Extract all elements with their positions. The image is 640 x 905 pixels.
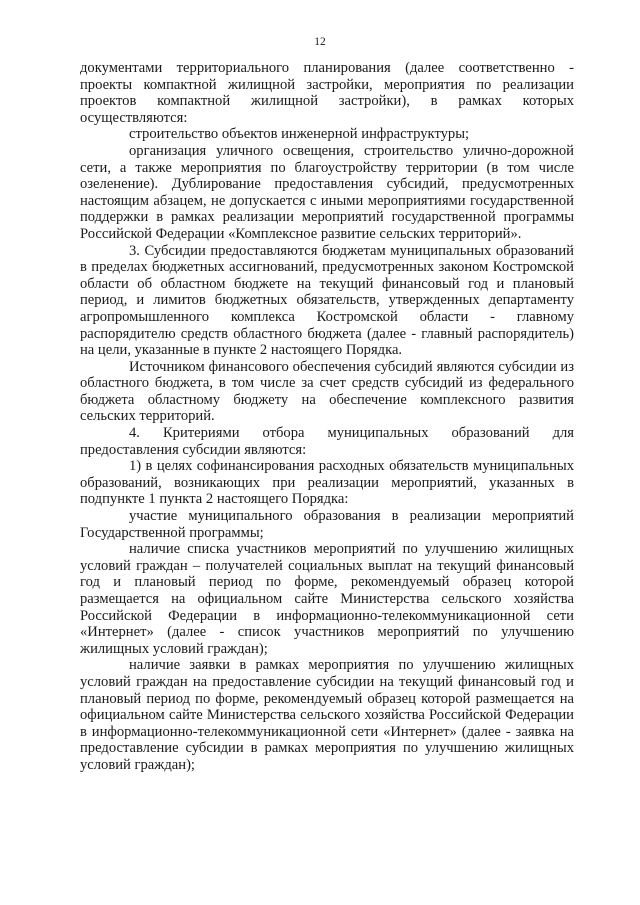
paragraph-participants-list: наличие списка участников мероприятий по улучшению жилищных условий граждан – получателей социальных выплат на текущий финансовый год и плановый период по форме, рекомендуемый образец которой размещается на официальном сайте Министерства сельского хозяйства Российской Федерации в информационно-телекоммуникационной сети «Интернет» (далее - список участников мероприятий по улучшению жилищных условий граждан); [80,541,574,657]
paragraph-participation: участие муниципального образования в реализации мероприятий Государственной программы; [80,508,574,541]
paragraph-clause-4: 4. Критериями отбора муниципальных образований для предоставления субсидии являются: [80,425,574,458]
page-number: 12 [314,36,326,48]
paragraph-engineering-infrastructure: строительство объектов инженерной инфраструктуры; [129,126,470,143]
paragraph-clause-3: 3. Субсидии предоставляются бюджетам муниципальных образований в пределах бюджетных ассигнований, предусмотренных законом Костромской области об областном бюджете на текущий финансовый год и плановый период, и лимитов бюджетных обязательств, утвержденных департаменту агропромышленного комплекса Костромской области - главному распорядителю средств областного бюджета (далее - главный распорядитель) на цели, указанные в пункте 2 настоящего Порядка. [80,242,574,359]
paragraph-subclause-1: 1) в целях софинансирования расходных обязательств муниципальных образований, возникающих при реализации мероприятий, указанных в подпункте 1 пункта 2 настоящего Порядка: [80,458,574,508]
document-body [80,60,574,774]
paragraph-funding-source: Источником финансового обеспечения субсидий являются субсидии из областного бюджета, в том числе за счет средств субсидий из федерального бюджета областному бюджету на обеспечение комплексного развития сельских территорий. [80,358,574,425]
paragraph-continuation: документами территориального планирования (далее соответственно - проекты компактной жилищной застройки, мероприятия по реализации проектов компактной жилищной застройки), в рамках которых осуществляются: [80,60,574,126]
paragraph-application: наличие заявки в рамках мероприятия по улучшению жилищных условий граждан на предоставление субсидии на текущий финансовый год и плановый период по форме, рекомендуемый образец которой размещается на официальном сайте Министерства сельского хозяйства Российской Федерации в информационно-телекоммуникационной сети «Интернет» (далее - заявка на предоставление субсидии в рамках мероприятия по улучшению жилищных условий граждан); [80,657,574,773]
paragraph-street-lighting: организация уличного освещения, строительство улично-дорожной сети, а также мероприятия по благоустройству территории (в том числе озеленение). Дублирование предоставления субсидий, предусмотренных настоящим абзацем, не допускается с иными мероприятиями государственной поддержки в рамках реализации мероприятий государственной программы Российской Федерации «Комплексное развитие сельских территорий». [80,142,574,242]
